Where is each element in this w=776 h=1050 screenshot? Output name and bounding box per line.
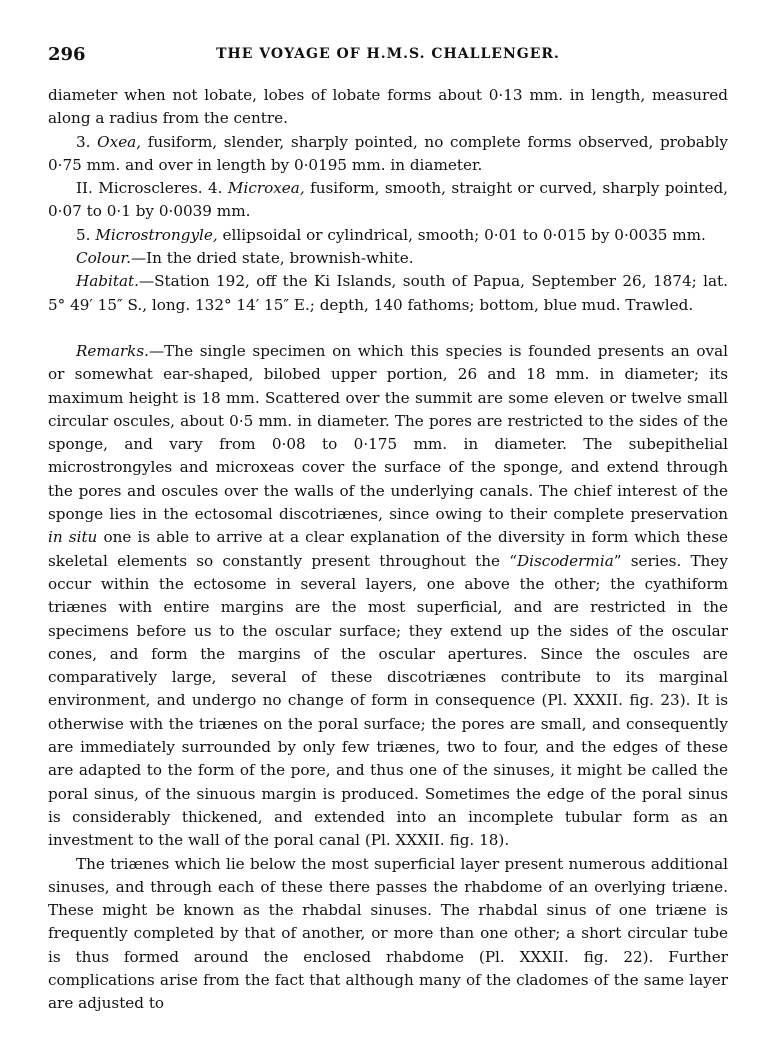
paragraph-microscleres: II. Microscleres. 4. Microxea, fusiform, smooth, straight or curved, sharply pointed, 0·07 to 0·1 by 0·0039 mm.	[48, 179, 729, 221]
paragraph-habitat: Habitat.—Station 192, off the Ki Islands, south of Papua, September 26, 1874; lat. 5° 49′ 15″ S., long. 132° 14′ 15″ E.; depth, 140 fathoms; bottom, blue mud. Trawled.	[48, 272, 728, 314]
paragraph-oxea: 3. Oxea, fusiform, slender, sharply pointed, no complete forms observed, probably 0·75 mm. and over in length by 0·0195 mm. in diameter.	[48, 132, 729, 174]
paragraph-colour: Colour.—In the dried state, brownish-white.	[76, 249, 414, 268]
term-microxea: Microxea,	[227, 179, 305, 198]
term-discodermia: Discodermia	[516, 551, 614, 570]
term-in-situ: in situ	[48, 528, 98, 547]
page-header	[48, 44, 728, 68]
paragraph-triaenes: The triænes which lie below the most superficial layer present numerous additional sinuses, and through each of these there passes the rhabdome of an overlying triæne. These might be known as the rhabdal sinuses. The rhabdal sinus of one triæne is frequently completed by that of another, or more than one other; a short circular tube is thus formed around the enclosed rhabdome (Pl. XXXII. fig. 22). Further complications arise from the fact that although many of the cladomes of the same layer are adjusted to	[48, 854, 728, 1013]
body-text	[48, 84, 728, 1016]
term-colour: Colour.	[76, 249, 131, 268]
paragraph-spacer	[48, 317, 728, 340]
running-title: THE VOYAGE OF H.M.S. CHALLENGER.	[216, 46, 560, 62]
term-oxea: Oxea,	[97, 132, 142, 151]
term-microstrongyle: Microstrongyle,	[95, 225, 218, 244]
paragraph-microstrongyle: 5. Microstrongyle, ellipsoidal or cylindrical, smooth; 0·01 to 0·015 by 0·0035 mm.	[76, 225, 706, 244]
term-remarks: Remarks.	[76, 341, 149, 360]
paragraph-continuation: diameter when not lobate, lobes of lobate forms about 0·13 mm. in length, measured along a radius from the centre.	[48, 86, 728, 128]
term-habitat: Habitat.	[76, 272, 139, 291]
page-number: 296	[48, 44, 86, 65]
paragraph-remarks: Remarks.—The single specimen on which this species is founded presents an oval or somewhat ear-shaped, bilobed upper portion, 26 and 18 mm. in diameter; its maximum height is 18 mm. Scattered over the summit are some eleven or twelve small circular oscules, about 0·5 mm. in diameter. The pores are restricted to the sides of the sponge, and vary from 0·08 to 0·175 mm. in diameter. The subepithelial microstrongyles and microxeas cover the surface of the sponge, and extend through the pores and oscules over the walls of the underlying canals. The chief interest of the sponge lies in the ectosomal discotriænes, since owing to their complete preservation in situ one is able to arrive at a clear explanation of the diversity in form which these skeletal elements so constantly present throughout the “Discodermia” series. They occur within the ectosome in several layers, one above the other; the cyathiform triænes with entire margins are the most superficial, and are restricted in the specimens before us to the oscular surface; they extend up the sides of the oscular cones, and form the margins of the oscular apertures. Since the oscules are comparatively large, several of these discotriænes contribute to its marginal environment, and undergo no change of form in consequence (Pl. XXXII. fig. 23). It is otherwise with the triænes on the poral surface; the pores are small, and consequently are immediately surrounded by only few triænes, two to four, and the edges of these are adapted to the form of the pore, and thus one of the sinuses, it might be called the poral sinus, of the sinuous margin is produced. Sometimes the edge of the poral sinus is considerably thickened, and extended into an incomplete tubular form as an investment to the wall of the poral canal (Pl. XXXII. fig. 18).	[48, 341, 728, 850]
